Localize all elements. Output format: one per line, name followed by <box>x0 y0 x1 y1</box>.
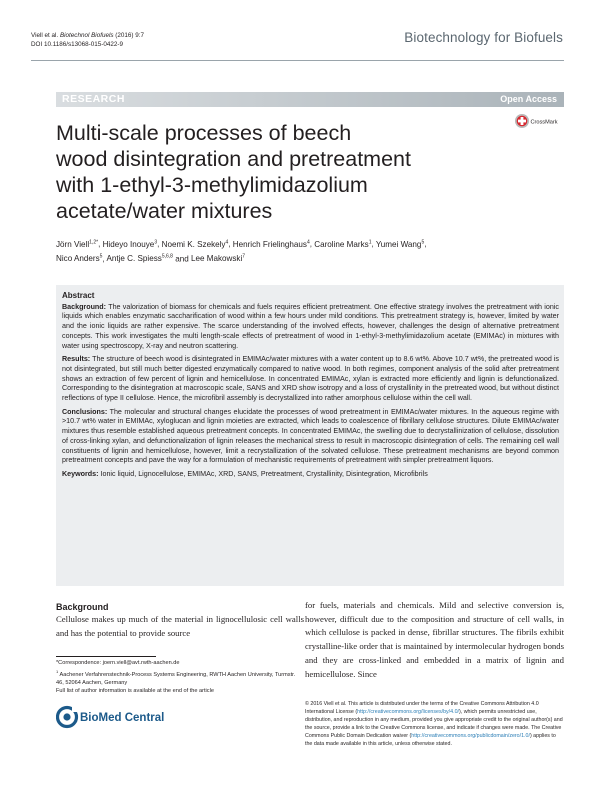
crossmark-label: CrossMark <box>530 119 558 126</box>
abstract-conclusions: Conclusions: The molecular and structural changes elucidate the processes of wood pretreatment in EMIMAc/water mixtures. In the aqueous regime with >10.7 wt% water in EMIMAc, xyloglucan and lignin moieties are extracted, which leads to coalescence of fibrillary cellulose structures. Dilute EMIMAc/water mixtures thus resemble established aqueous pretreatment concepts. In concentrated EMIMAc, the swelling due to decrystallinization of cellulose, dissolution of cross-linking xylan, and defunctionalization of lignin releases the mechanical stress to result in macroscopic disintegration of cells. The remaining cell wall constituents of lignin and hemicellulose, however, limit a recrystallization of the solvated cellulose. These pretreatment mechanisms are beyond common pretreatment concepts and pave the way for a formulation of mechanistic requirements of pretreatment with simpler pretreatment liquors. <box>62 407 560 465</box>
abstract-heading: Abstract <box>62 291 95 300</box>
footnotes <box>56 659 301 696</box>
author-list: Jörn Viell$^{1,2*}$, Hideyo Inouye$^3$, Noemi K. Szekely$^4$, Henrich Frielinghaus$^4$, Caroline Marks$^1$, Yumei Wang$^5$, Nico Anders$^5$, Antje C. Spiess$^{5,6,8}$ and Lee Makowski$^7$ <box>56 239 427 264</box>
author[interactable]: Henrich Frielinghaus$^4$ <box>232 239 310 249</box>
author[interactable]: Caroline Marks$^1$ <box>314 239 372 249</box>
abstract-box <box>56 285 564 586</box>
citation-volume: (2016) 9:7 <box>115 32 144 39</box>
abstract-keywords: Keywords: Ionic liquid, Lignocellulose, EMIMAc, XRD, SANS, Pretreatment, Crystallinity, Disintegration, Microfibrils <box>62 469 428 478</box>
author[interactable]: Hideyo Inouye$^3$ <box>102 239 158 249</box>
author[interactable]: Nico Anders$^5$ <box>56 253 103 264</box>
abstract-results: Results: The structure of beech wood is disintegrated in EMIMAc/water mixtures with a water content up to 8.6 wt%. Above 10.7 wt%, the pretreated wood is not disintegrated, but still much better digested enzymatically compared to native wood. In both regimes, component analysis of the solid after pretreatment shows an extraction of few percent of lignin and hemicellulose. In concentrated EMIMAc, xylan is extracted more efficiently and lignin is defunctionalized. Corresponding to the disintegration at macroscopic scale, SANS and XRD show isotropy and a loss of crystallinity in the pretreated wood, but without distinct reflections of type II cellulose. Hence, the microfibril assembly is decrystallized into rather amorphous cellulose within the cell wall. <box>62 355 559 403</box>
biomed-central-wordmark: BioMed Central <box>80 712 165 724</box>
title-line: acetate/water mixtures <box>56 199 273 223</box>
article-type-band <box>56 92 564 107</box>
author[interactable]: Jörn Viell$^{1,2*}$ <box>56 239 99 249</box>
open-access-label: Open Access <box>500 94 557 104</box>
header-divider <box>31 60 564 61</box>
author-info-note: Full list of author information is available at the end of the article <box>56 688 214 695</box>
license-link[interactable]: http://creativecommons.org/licenses/by/4.0/ <box>357 709 459 715</box>
citation-line-1 <box>31 31 144 40</box>
correspondence-note: *Correspondence: joern.viell@avt.rwth-aachen.de <box>56 660 180 666</box>
footnote-divider <box>56 656 156 657</box>
journal-name: Biotechnology for Biofuels <box>404 30 563 45</box>
section-heading-background: Background <box>56 602 109 612</box>
article-title <box>56 120 486 224</box>
author[interactable]: Noemi K. Szekely$^4$ <box>161 239 229 249</box>
license-text: © 2016 Viell et al. This article is distributed under the terms of the Creative Commons Attribution 4.0 International License (http://creativecommons.org/licenses/by/4.0/), which permits unrestricted use, distribution, and reproduction in any medium, provided you give appropriate credit to the original author(s) and the source, provide a link to the Creative Commons license, and indicate if changes were made. The Creative Commons Public Domain Dedication waiver (http://creativecommons.org/publicdomain/zero/1.0/) applies to the data made available in this article, unless otherwise stated. <box>305 701 563 747</box>
affiliation-note: $^1$ Aachener Verfahrenstechnik-Process Systems Engineering, RWTH Aachen University, Turmstr. 46, 52064 Aachen, Germany <box>56 668 296 686</box>
citation-journal: Biotechnol Biofuels <box>59 32 114 39</box>
body-text-right: for fuels, materials and chemicals. Mild and selective conversion is, however, difficult due to the composition and structure of cell walls, in which cellulose is packed in dense, fibrillar structures. The fibrils exhibit crystalline-like order that is maintained by intermolecular hydrogen bonds and they are cross-linked and embedded in a matrix of lignin and hemicellulose. Since <box>305 600 564 679</box>
author[interactable]: Lee Makowski$^7$ <box>190 253 246 264</box>
abstract-background: Background: The valorization of biomass for chemicals and fuels requires efficient pretreatment. One effective strategy involves the pretreatment with ionic liquids which enables enzymatic saccharification of wood within a few hours under mild conditions. This pretreatment strategy is, however, limited by water and the ionic liquids are rather expensive. The scarce understanding of the involved effects, however, challenges the design of alternative pretreatment concepts. This work investigates the multi length-scale effects of pretreatment of wood in 1-ethyl-3-methylimidazolium acetate (EMIMAc) in mixtures with water using spectroscopy, X-ray and neutron scattering. <box>62 302 559 350</box>
citation <box>31 31 144 49</box>
title-line: with 1-ethyl-3-methylimidazolium <box>56 173 368 197</box>
title-line: Multi-scale processes of beech <box>56 121 352 145</box>
biomed-central-logo[interactable] <box>56 704 166 730</box>
crossmark-button[interactable] <box>514 113 562 133</box>
citation-authors: Viell et al. <box>31 32 59 39</box>
article-type-label: RESEARCH <box>62 93 125 105</box>
title-line: wood disintegration and pretreatment <box>56 147 411 171</box>
author[interactable]: Yumei Wang$^5$ <box>375 239 425 249</box>
author[interactable]: Antje C. Spiess$^{5,6,8}$ <box>106 253 173 264</box>
citation-doi: DOI 10.1186/s13068-015-0422-9 <box>31 41 123 48</box>
body-text-left: Cellulose makes up much of the material in lignocellulosic cell walls and has the potential to provide source <box>56 614 304 638</box>
public-domain-link[interactable]: http://creativecommons.org/publicdomain/zero/1.0/ <box>411 733 530 739</box>
